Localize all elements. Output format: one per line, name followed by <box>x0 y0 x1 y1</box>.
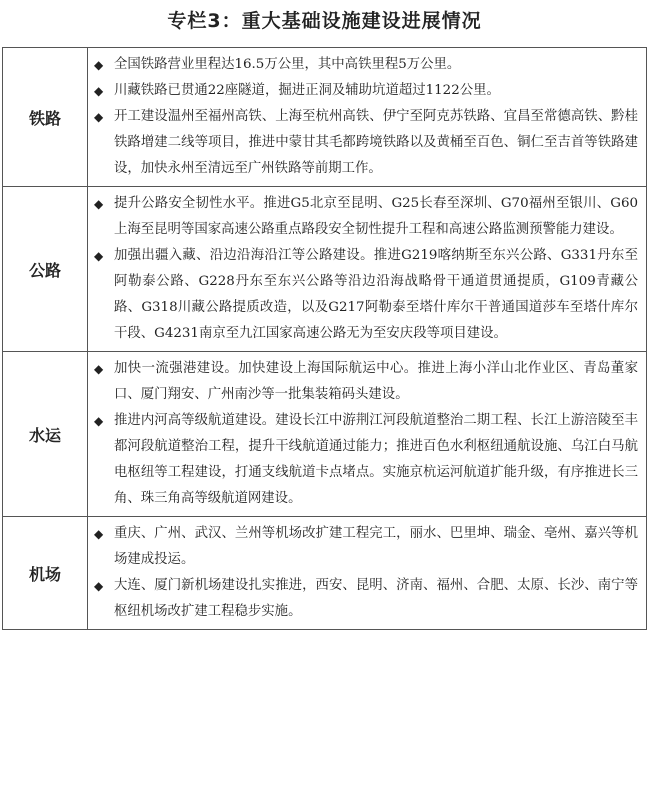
item-text: 开工建设温州至福州高铁、上海至杭州高铁、伊宁至阿克苏铁路、宜昌至常德高铁、黔桂铁路增建二线等项目，推进中蒙甘其毛都跨境铁路以及黄桶至百色、铜仁至吉首等铁路建设，加快永州至清远至广州铁路等前期工作。 <box>114 109 638 176</box>
table-row-waterway <box>3 352 647 517</box>
item-text: 推进内河高等级航道建设。建设长江中游荆江河段航道整治二期工程、长江上游涪陵至丰都河段航道整治工程，提升干线航道通过能力；推进百色水利枢纽通航设施、乌江白马航电枢纽等工程建设，打通支线航道卡点堵点。实施京杭运河航道扩能升级，有序推进长三角、珠三角高等级航道网建设。 <box>114 413 638 506</box>
railway-items <box>88 48 647 187</box>
list-item <box>94 52 638 78</box>
infrastructure-table <box>2 47 647 630</box>
list-item <box>94 408 638 512</box>
diamond-bullet-icon: ◆ <box>94 527 104 541</box>
category-waterway: 水运 <box>3 352 88 517</box>
table-row-railway <box>3 48 647 187</box>
list-item <box>94 521 638 573</box>
item-text: 川藏铁路已贯通22座隧道，掘进正洞及辅助坑道超过1122公里。 <box>114 83 500 98</box>
item-text: 提升公路安全韧性水平。推进G5北京至昆明、G25长春至深圳、G70福州至银川、G60上海至昆明等国家高速公路重点路段安全韧性提升工程和高速公路监测预警能力建设。 <box>114 196 638 237</box>
list-item <box>94 78 638 104</box>
list-item <box>94 243 638 347</box>
diamond-bullet-icon: ◆ <box>94 58 104 72</box>
category-airport: 机场 <box>3 517 88 630</box>
list-item <box>94 573 638 625</box>
diamond-bullet-icon: ◆ <box>94 249 104 263</box>
diamond-bullet-icon: ◆ <box>94 84 104 98</box>
item-text: 加快一流强港建设。加快建设上海国际航运中心。推进上海小洋山北作业区、青岛董家口、厦门翔安、广州南沙等一批集装箱码头建设。 <box>114 361 638 402</box>
diamond-bullet-icon: ◆ <box>94 110 104 124</box>
item-text: 大连、厦门新机场建设扎实推进，西安、昆明、济南、福州、合肥、太原、长沙、南宁等枢纽机场改扩建工程稳步实施。 <box>114 578 638 619</box>
table-row-highway <box>3 187 647 352</box>
diamond-bullet-icon: ◆ <box>94 197 104 211</box>
diamond-bullet-icon: ◆ <box>94 579 104 593</box>
diamond-bullet-icon: ◆ <box>94 362 104 376</box>
diamond-bullet-icon: ◆ <box>94 414 104 428</box>
airport-items <box>88 517 647 630</box>
highway-items <box>88 187 647 352</box>
category-railway: 铁路 <box>3 48 88 187</box>
list-item <box>94 356 638 408</box>
list-item <box>94 104 638 182</box>
category-highway: 公路 <box>3 187 88 352</box>
item-text: 加强出疆入藏、沿边沿海沿江等公路建设。推进G219喀纳斯至东兴公路、G331丹东至阿勒泰公路、G228丹东至东兴公路等沿边沿海战略骨干通道贯通提质，G109青藏公路、G318川藏公路提质改造，以及G217阿勒泰至塔什库尔干普通国道莎车至塔什库尔干段、G4231南京至九江国家高速公路无为至安庆段等项目建设。 <box>114 248 638 341</box>
list-item <box>94 191 638 243</box>
item-text: 重庆、广州、武汉、兰州等机场改扩建工程完工，丽水、巴里坤、瑞金、亳州、嘉兴等机场建成投运。 <box>114 526 638 567</box>
page-title: 专栏3：重大基础设施建设进展情况 <box>167 10 482 32</box>
item-text: 全国铁路营业里程达16.5万公里，其中高铁里程5万公里。 <box>114 57 461 72</box>
waterway-items <box>88 352 647 517</box>
table-row-airport <box>3 517 647 630</box>
